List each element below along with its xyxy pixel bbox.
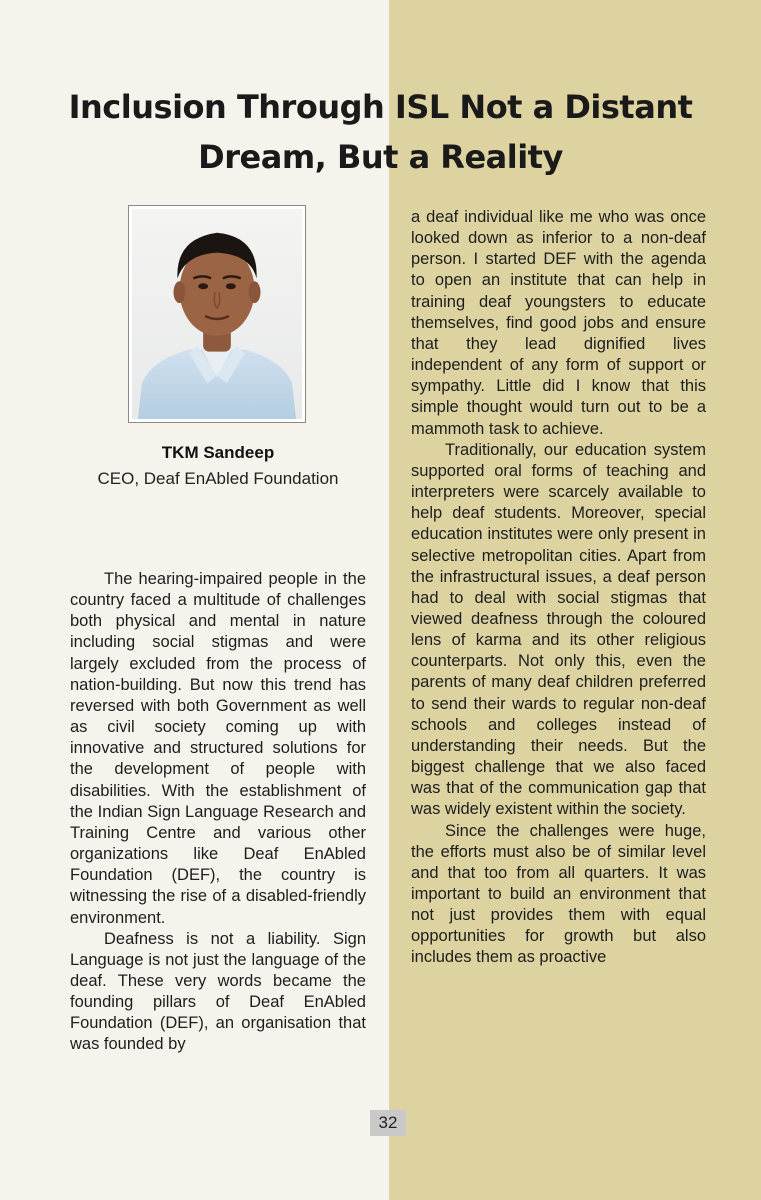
paragraph: Deafness is not a liability. Sign Language is not just the language of the deaf. These very words became the founding pillars of Deaf EnAbled Foundation (DEF), an organisation that was founded by	[70, 929, 366, 1054]
author-role: CEO, Deaf EnAbled Foundation	[97, 469, 339, 488]
article-title: Inclusion Through ISL Not a Distant Dream, But a Reality	[68, 88, 693, 176]
paragraph: The hearing-impaired people in the country faced a multitude of challenges both physical and mental in nature including social stigmas and were largely excluded from the process of nation-building. But now this trend has reversed with both Government as well as civil society coming up with innovative and structured solutions for the development of people with disabilities. With the establishment of the Indian Sign Language Research and Training Centre and various other organizations like Deaf EnAbled Foundation (DEF), the country is witnessing the rise of a disabled-friendly environment.	[70, 570, 366, 927]
page-number: 32	[370, 1110, 406, 1136]
paragraph: a deaf individual like me who was once looked down as inferior to a non-deaf person. I started DEF with the agenda to open an institute that can help in training deaf youngsters to educate themselves, find good jobs and ensure that they lead dignified lives independent of any form of support or sympathy. Little did I know that this simple thought would turn out to be a mammoth task to achieve.	[411, 208, 706, 438]
left-text-column	[70, 569, 366, 1056]
author-photo	[128, 205, 306, 423]
right-text-column	[411, 207, 706, 969]
paragraph: Since the challenges were huge, the efforts must also be of similar level and that too from all quarters. It was important to build an environment that not just provides them with equal opportunities for growth but also includes them as proactive	[411, 821, 706, 967]
paragraph: Traditionally, our education system supported oral forms of teaching and interpreters were scarcely available to help deaf students. Moreover, special education institutes were only present in selective metropolitan cities. Apart from the infrastructural issues, a deaf person had to deal with social stigmas that viewed deafness through the coloured lens of karma and its other religious counterparts. Not only this, even the parents of many deaf children preferred to send their wards to regular non-deaf schools and colleges instead of understanding their needs. But the biggest challenge that we also faced was that of the communication gap that was widely existent within the society.	[411, 440, 706, 819]
author-portrait-image	[132, 209, 302, 419]
author-name: TKM Sandeep	[161, 443, 275, 462]
